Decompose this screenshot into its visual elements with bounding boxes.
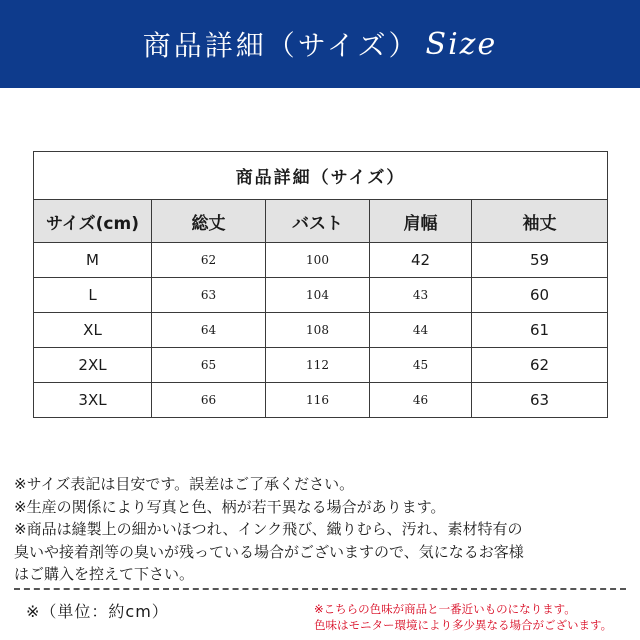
header-sleeve: 袖丈 <box>472 200 608 243</box>
cell-shoulder: 44 <box>370 313 472 348</box>
cell-bust: 104 <box>266 278 370 313</box>
table-row <box>34 348 608 383</box>
cell-size: 2XL <box>34 348 152 383</box>
color-note-line: ※こちらの色味が商品と一番近いものになります。 <box>314 602 576 616</box>
table-row <box>34 383 608 418</box>
note-line: 臭いや接着剤等の臭いが残っている場合がございますので、気になるお客様 <box>14 542 524 561</box>
cell-bust: 108 <box>266 313 370 348</box>
cell-size: 3XL <box>34 383 152 418</box>
table-header-row <box>34 200 608 243</box>
header-bust: バスト <box>266 200 370 243</box>
color-note-line: 色味はモニター環境により多少異なる場合がございます。 <box>314 618 613 632</box>
cell-length: 63 <box>152 278 266 313</box>
note-line: はご購入を控えて下さい。 <box>14 565 195 583</box>
header-size: サイズ(cm) <box>34 200 152 243</box>
note-line: ※生産の関係により写真と色、柄が若干異なる場合があります。 <box>14 497 446 516</box>
banner-title: 商品詳細（サイズ） <box>142 29 420 62</box>
cell-sleeve: 59 <box>472 243 608 278</box>
header-length: 総丈 <box>152 200 266 243</box>
cell-length: 64 <box>152 313 266 348</box>
cell-sleeve: 62 <box>472 348 608 383</box>
cell-shoulder: 46 <box>370 383 472 418</box>
notes-block <box>14 473 630 586</box>
cell-bust: 112 <box>266 348 370 383</box>
cell-shoulder: 45 <box>370 348 472 383</box>
size-table <box>33 151 608 418</box>
header-banner <box>0 0 640 88</box>
note-line: ※サイズ表記は目安です。誤差はご了承ください。 <box>14 475 355 493</box>
table-row <box>34 313 608 348</box>
cell-length: 66 <box>152 383 266 418</box>
cell-size: L <box>34 278 152 313</box>
dashed-divider <box>14 588 626 590</box>
note-line: ※商品は縫製上の細かいほつれ、インク飛び、織りむら、汚れ、素材特有の <box>14 520 523 538</box>
table-row <box>34 243 608 278</box>
cell-sleeve: 61 <box>472 313 608 348</box>
cell-length: 65 <box>152 348 266 383</box>
cell-sleeve: 63 <box>472 383 608 418</box>
cell-bust: 116 <box>266 383 370 418</box>
cell-size: XL <box>34 313 152 348</box>
header-shoulder: 肩幅 <box>370 200 472 243</box>
unit-label: ※（単位：約cm） <box>26 602 169 621</box>
cell-shoulder: 43 <box>370 278 472 313</box>
table-row <box>34 278 608 313</box>
banner-script-text: Size <box>425 26 498 62</box>
cell-shoulder: 42 <box>370 243 472 278</box>
cell-length: 62 <box>152 243 266 278</box>
cell-size: M <box>34 243 152 278</box>
cell-bust: 100 <box>266 243 370 278</box>
table-title: 商品詳細（サイズ） <box>34 152 608 200</box>
color-note <box>314 601 634 633</box>
cell-sleeve: 60 <box>472 278 608 313</box>
